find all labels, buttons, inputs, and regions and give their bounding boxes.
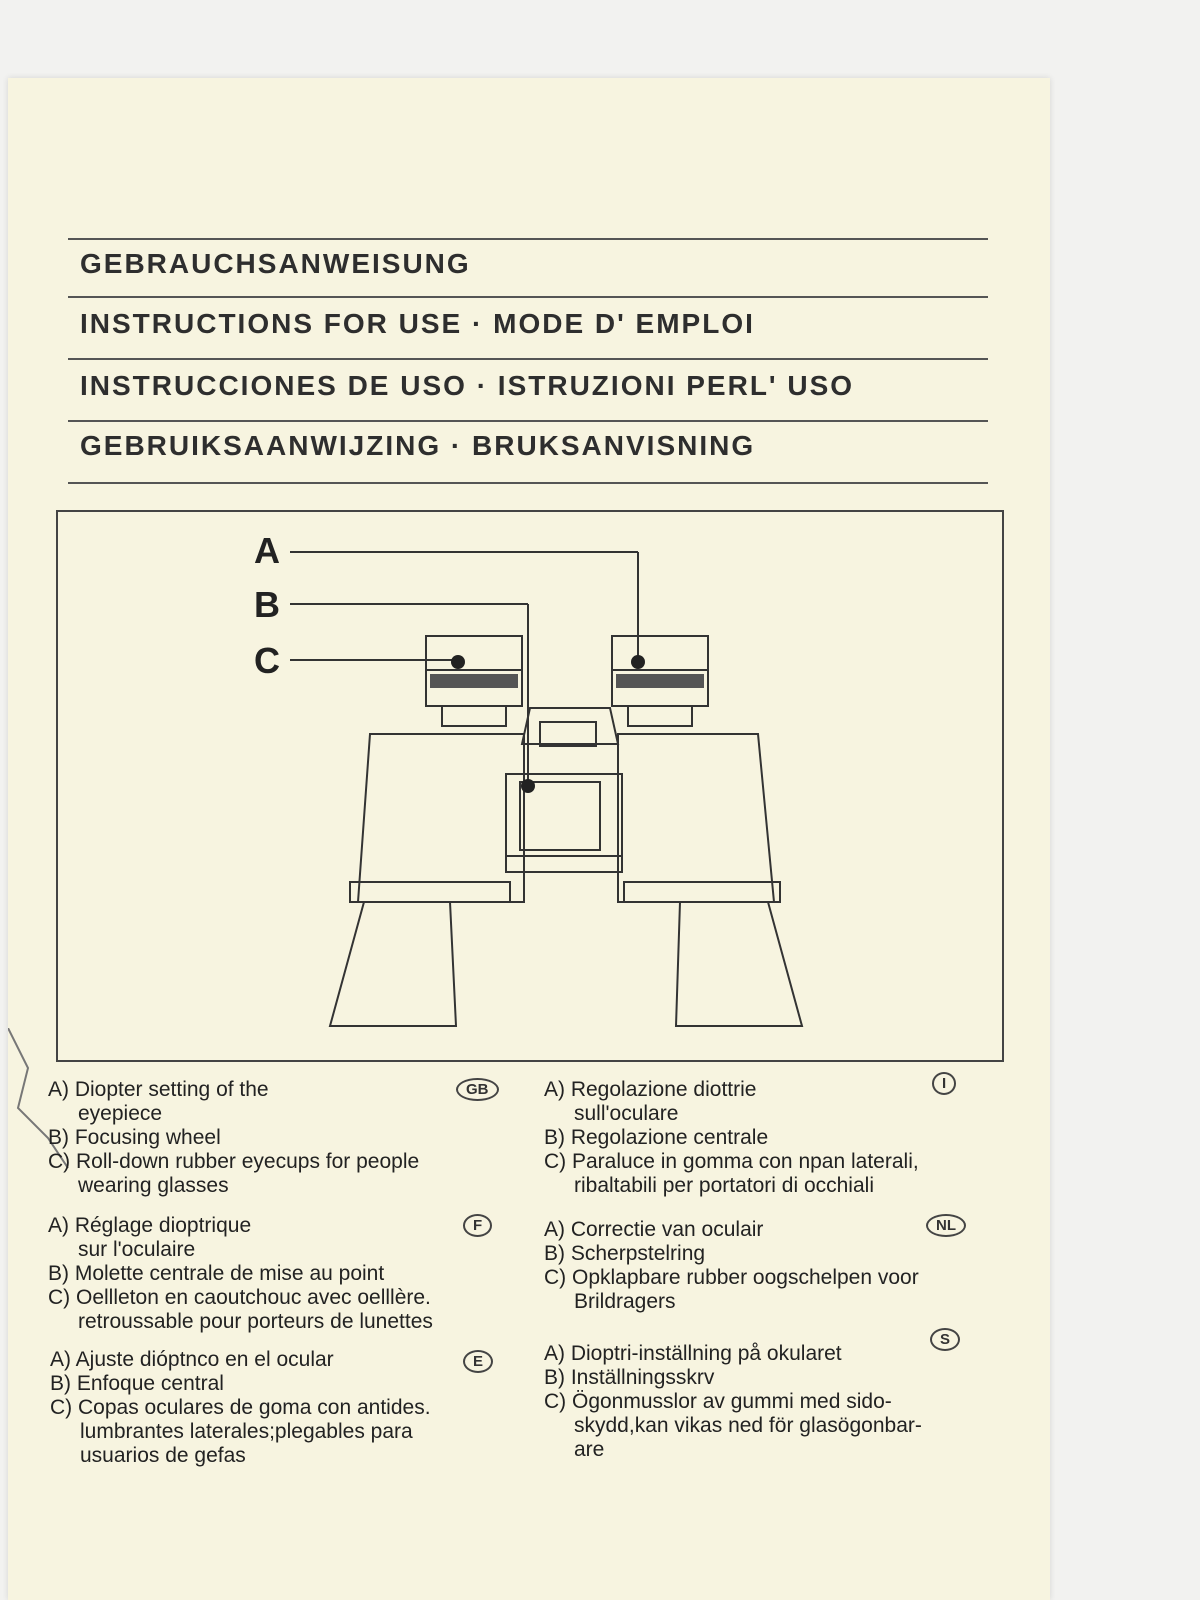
binocular-diagram <box>56 510 1004 1062</box>
legend-gb <box>48 1078 419 1198</box>
right-barrel <box>618 734 774 902</box>
legend-line: B) Focusing wheel <box>48 1126 221 1149</box>
right-grip <box>616 674 704 688</box>
legend-line: Brildragers <box>574 1290 676 1313</box>
title-spanish-italian: INSTRUCCIONES DE USO · ISTRUZIONI PERL' USO <box>80 370 855 401</box>
rule <box>68 238 988 240</box>
legend-line: sur l'oculaire <box>78 1238 196 1261</box>
legend-line: C) Paraluce in gomma con npan laterali, <box>544 1150 919 1173</box>
left-grip <box>430 674 518 688</box>
legend-line: are <box>574 1438 605 1461</box>
rule <box>68 482 988 484</box>
badge-gb: GB <box>456 1078 499 1101</box>
legend-line: eyepiece <box>78 1102 163 1125</box>
legend-line: B) Regolazione centrale <box>544 1126 769 1149</box>
legend-line: A) Regolazione diottrie <box>544 1078 757 1101</box>
marker-c <box>451 655 465 669</box>
instruction-sheet <box>8 78 1050 1600</box>
badge-e: E <box>463 1350 493 1373</box>
right-objective <box>676 902 802 1026</box>
legend-line: A) Correctie van oculair <box>544 1218 764 1241</box>
callout-a: A <box>254 530 280 571</box>
legend-line: C) Roll-down rubber eyecups for people <box>48 1150 420 1173</box>
legend-nl <box>544 1218 919 1314</box>
legend-s <box>544 1342 922 1462</box>
callout-c: C <box>254 640 280 681</box>
legend-line: skydd,kan vikas ned för glasögonbar- <box>574 1414 922 1437</box>
legend-line: C) Copas oculares de goma con antides. <box>50 1396 431 1419</box>
callout-b: B <box>254 584 280 625</box>
legend-line: usuarios de gefas <box>80 1444 246 1467</box>
legend-line: A) Ajuste dióptnco en el ocular <box>50 1348 334 1371</box>
rule <box>68 358 988 360</box>
marker-b <box>521 779 535 793</box>
badge-i: I <box>932 1072 956 1095</box>
legend-line: A) Dioptri-inställning på okularet <box>544 1342 842 1365</box>
rule <box>68 420 988 422</box>
legend-line: B) Enfoque central <box>50 1372 224 1395</box>
title-german: GEBRAUCHSANWEISUNG <box>80 248 471 279</box>
legend-line: A) Réglage dioptrique <box>48 1214 252 1237</box>
legend-line: retroussable pour porteurs de lunettes <box>78 1310 433 1333</box>
legend-line: ribaltabili per portatori di occhiali <box>574 1174 874 1197</box>
legend-line: B) Inställningsskrv <box>544 1366 715 1389</box>
title-dutch-swedish: GEBRUIKSAANWIJZING · BRUKSANVISNING <box>80 430 756 461</box>
legend-e <box>50 1348 431 1468</box>
legend-f <box>48 1214 433 1334</box>
legend-line: C) Ögonmusslor av gummi med sido- <box>544 1390 892 1413</box>
badge-nl: NL <box>926 1214 966 1237</box>
badge-f: F <box>463 1214 492 1237</box>
legend-i <box>544 1078 919 1198</box>
binocular-drawing <box>58 512 1002 1060</box>
legend-line: wearing glasses <box>78 1174 229 1197</box>
right-eyecup <box>612 636 708 670</box>
legend-line: A) Diopter setting of the <box>48 1078 269 1101</box>
left-eyecup <box>426 636 522 670</box>
legend-line: sull'oculare <box>574 1102 679 1125</box>
bridge <box>522 708 618 744</box>
legend-line: B) Molette centrale de mise au point <box>48 1262 385 1285</box>
legend-line: C) Oellleton en caoutchouc avec oelllère. <box>48 1286 431 1309</box>
title-english-french: INSTRUCTIONS FOR USE · MODE D' EMPLOI <box>80 308 755 339</box>
left-barrel <box>358 734 524 902</box>
legend-line: C) Opklapbare rubber oogschelpen voor <box>544 1266 919 1289</box>
rule <box>68 296 988 298</box>
badge-s: S <box>930 1328 960 1351</box>
legend-line: B) Scherpstelring <box>544 1242 706 1265</box>
left-objective <box>330 902 456 1026</box>
marker-a <box>631 655 645 669</box>
legend-line: lumbrantes laterales;plegables para <box>80 1420 413 1443</box>
